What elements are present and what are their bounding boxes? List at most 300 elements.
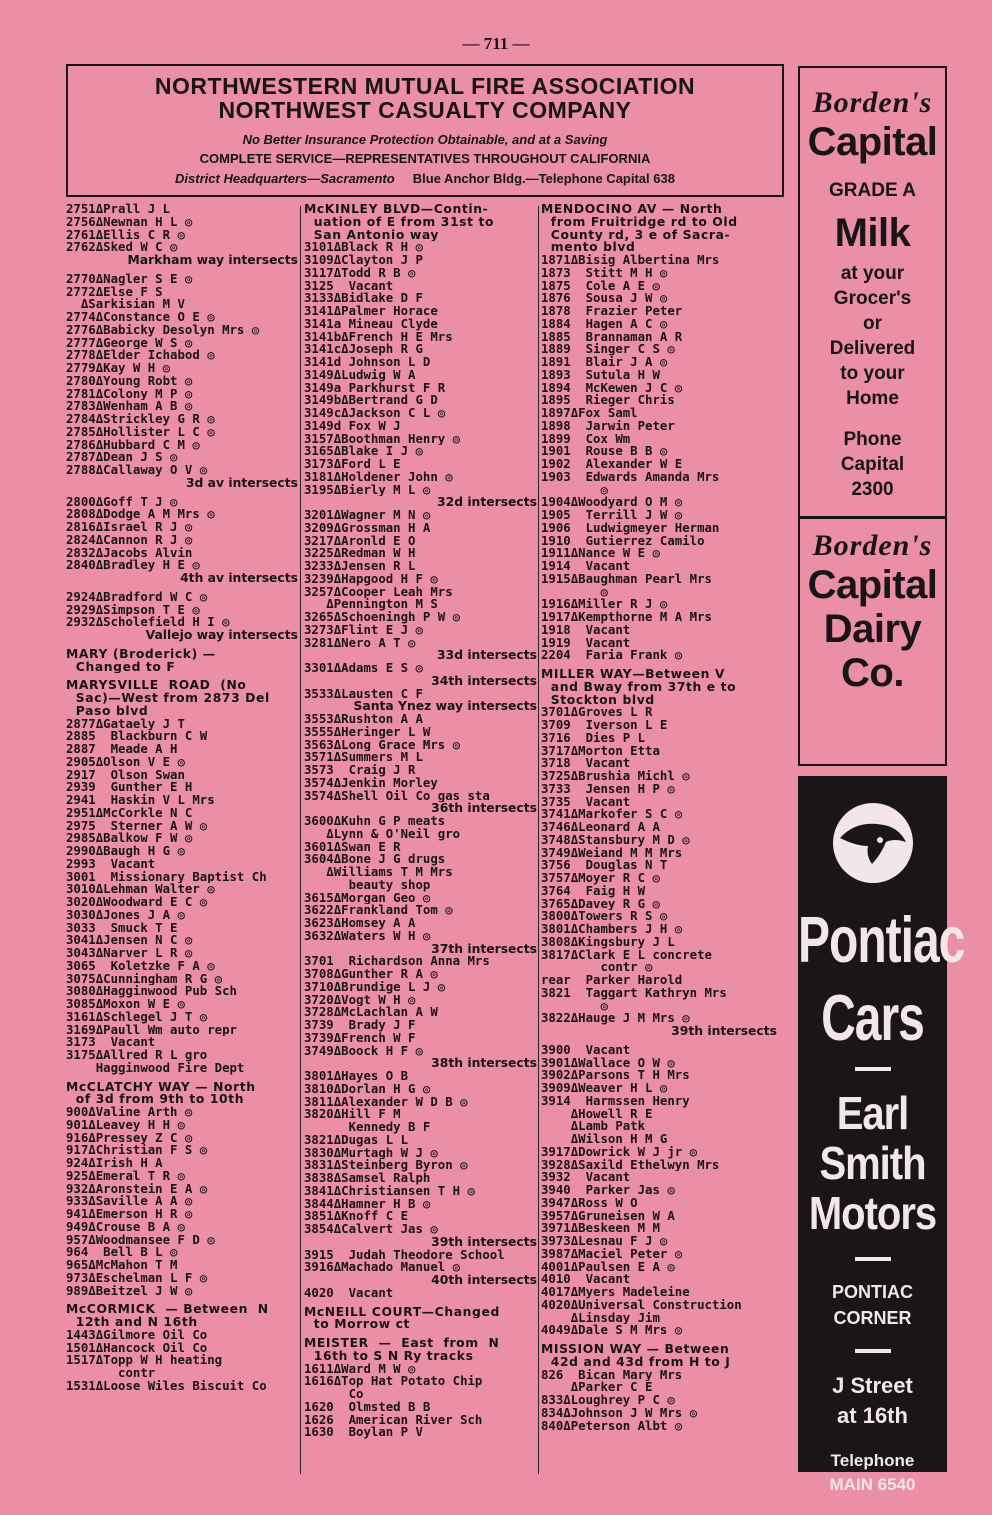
directory-entry: 1616ΔTop Hat Potato Chip (304, 1375, 483, 1388)
directory-entry: 3030ΔJones J A ◎ (66, 908, 185, 922)
directory-entry: ΔPennington M S (304, 598, 438, 611)
directory-entry: 3149cΔJackson C L ◎ (304, 407, 446, 420)
directory-entry: ◎ (541, 999, 608, 1013)
directory-entry: beauty shop (304, 878, 431, 892)
directory-entry: 3239ΔHapgood H F ◎ (304, 572, 438, 586)
cross-street-marker: 37th intersects (431, 942, 537, 956)
directory-entry: 3928ΔSaxild Ethelwyn Mrs (541, 1158, 720, 1172)
pontiac-advertisement (798, 776, 965, 1494)
borden-co: Co. (841, 651, 904, 695)
directory-entry: 3563ΔLong Grace Mrs ◎ (304, 738, 461, 752)
directory-entry: 3701 Richardson Anna Mrs (304, 955, 490, 968)
directory-entry: ◎ (541, 483, 608, 497)
directory-entry: 1889 Singer C S ◎ (541, 343, 675, 356)
directory-entry: 2762ΔSked W C ◎ (66, 241, 178, 254)
borden-line: Delivered (829, 338, 916, 359)
cross-street-marker: Markham way intersects (127, 254, 298, 267)
directory-entry: ΔWilliams T M Mrs (304, 866, 453, 879)
directory-entry: 3932 Vacant (541, 1171, 631, 1184)
directory-entry: 3149bΔBertrand G D (304, 394, 438, 407)
directory-column-1 (66, 203, 298, 1393)
directory-entry: Kennedy B F (304, 1121, 431, 1134)
directory-entry: 1894 McKewen J C ◎ (541, 381, 683, 395)
pontiac-brand: Pontiac (798, 905, 965, 978)
directory-entry: 3764 Faig H W (541, 884, 646, 898)
street-heading: McKINLEY BLVD—Contin- (304, 203, 489, 216)
directory-entry: 2951ΔMcCorkle N C (66, 806, 193, 820)
dealer-corner: PONTIAC (832, 1282, 913, 1302)
directory-entry: 4010 Vacant (541, 1273, 631, 1286)
borden-capital: Capital (807, 120, 938, 164)
directory-column-2 (304, 203, 537, 1439)
directory-entry: 3709 Iverson L E (541, 719, 668, 732)
directory-entry: 3900 Vacant (541, 1043, 631, 1057)
directory-entry: 3149d Fox W J (304, 419, 401, 433)
directory-entry: 2777ΔGeorge W S ◎ (66, 336, 193, 350)
directory-entry: 3810ΔDorlan H G ◎ (304, 1082, 431, 1096)
ad-headquarters (68, 171, 782, 186)
directory-entry: 3987ΔMaciel Peter ◎ (541, 1247, 683, 1261)
page-number: — 711 — (462, 34, 530, 53)
directory-entry: 3201ΔWagner M N ◎ (304, 509, 431, 522)
directory-entry: 4049ΔDale S M Mrs ◎ (541, 1324, 683, 1337)
directory-entry: 3746ΔLeonard A A (541, 821, 660, 834)
directory-entry: 1904ΔWoodyard O M ◎ (541, 496, 683, 509)
directory-entry: 1517ΔTopp W H heating (66, 1354, 223, 1367)
street-heading: McCLATCHY WAY — North (66, 1080, 256, 1094)
cross-street-marker: 4th av intersects (180, 572, 298, 585)
borden-line: Grocer's (833, 288, 912, 309)
directory-entry: 3125 Vacant (304, 279, 394, 293)
street-heading: of 3d from 9th to 10th (66, 1093, 245, 1106)
directory-entry: 1626 American River Sch (304, 1413, 483, 1427)
ad-service: COMPLETE SERVICE—REPRESENTATIVES THROUGHOUT CALIFORNIA (199, 151, 651, 166)
directory-entry: 1917ΔKempthorne M A Mrs (541, 611, 712, 624)
directory-entry: 840ΔPeterson Albt ◎ (541, 1419, 683, 1433)
directory-entry: 3757ΔMoyer R C ◎ (541, 872, 660, 885)
street-heading: Sac)—West from 2873 Del (66, 692, 270, 705)
directory-entry: 2929ΔSimpson T E ◎ (66, 603, 200, 617)
borden-line: Home (846, 388, 899, 409)
street-heading: MISSION WAY — Between (541, 1343, 730, 1356)
directory-entry: 1878 Frazier Peter (541, 305, 683, 318)
street-heading: from Fruitridge rd to Old (541, 215, 738, 229)
directory-entry: 3841ΔChristiansen T H ◎ (304, 1184, 475, 1198)
directory-entry: 3735 Vacant (541, 795, 631, 809)
indian-head-icon (798, 798, 947, 893)
directory-entry: 2786ΔHubbard C M ◎ (66, 438, 200, 452)
directory-entry: contr (66, 1367, 156, 1380)
street-heading: MENDOCINO AV — North (541, 203, 723, 216)
borden-line: to your (840, 363, 905, 384)
directory-entry: 3149a Parkhurst F R (304, 381, 446, 395)
directory-entry: 2770ΔNagler S E ◎ (66, 272, 193, 286)
directory-entry: 1902 Alexander W E (541, 458, 683, 471)
borden-grade: GRADE A (829, 180, 916, 201)
directory-entry: 1885 Brannaman A R (541, 330, 683, 344)
directory-entry: 901ΔLeavey H H ◎ (66, 1118, 185, 1132)
directory-entry: 957ΔWoodmansee F D ◎ (66, 1233, 215, 1247)
borden-brand: Borden's (812, 529, 933, 562)
directory-entry: 3065 Koletzke F A ◎ (66, 959, 215, 973)
street-heading: Paso blvd (66, 704, 149, 718)
directory-entry: 2985ΔBalkow F W ◎ (66, 832, 193, 845)
directory-entry: 3749ΔBoock H F ◎ (304, 1044, 423, 1058)
directory-entry: 1906 Ludwigmeyer Herman (541, 521, 720, 535)
cross-street-marker: 33d intersects (437, 649, 537, 662)
dealer-address: at 16th (837, 1403, 908, 1428)
borden-dairy-advertisement (798, 66, 947, 766)
borden-brand: Borden's (812, 86, 933, 119)
directory-entry: 3973ΔLesnau F J ◎ (541, 1235, 668, 1248)
street-heading: Changed to F (66, 660, 176, 674)
cross-street-marker: Santa Ynez way intersects (353, 700, 537, 713)
directory-entry: 2788ΔCallaway O V ◎ (66, 464, 208, 477)
directory-entry: 3749ΔWeiand M M Mrs (541, 846, 683, 860)
directory-entry: 3157ΔBoothman Henry ◎ (304, 432, 461, 446)
directory-entry: 3555ΔHeringer L W (304, 725, 431, 739)
directory-entry: 3574ΔShell Oil Co gas sta (304, 789, 490, 803)
directory-entry: 834ΔJohnson J W Mrs ◎ (541, 1406, 698, 1420)
directory-entry: ΔLynn & O'Neil gro (304, 827, 461, 841)
directory-entry: 2772ΔElse F S (66, 285, 163, 299)
cross-street-marker: 40th intersects (431, 1274, 537, 1287)
directory-entry: 3801ΔChambers J H ◎ (541, 923, 683, 936)
directory-entry: 3195ΔBierly M L ◎ (304, 483, 431, 497)
directory-entry: 1914 Vacant (541, 560, 631, 573)
directory-entry: 3901ΔWallace O W ◎ (541, 1056, 675, 1070)
directory-entry: 1903 Edwards Amanda Mrs (541, 470, 720, 484)
directory-entry: 3149ΔLudwig W A (304, 368, 416, 382)
directory-entry: 2932ΔScholefield H I ◎ (66, 616, 230, 629)
directory-entry: 3615ΔMorgan Geo ◎ (304, 891, 431, 905)
directory-entry: ΔLamb Patk (541, 1120, 646, 1133)
borden-line: at your (840, 263, 905, 284)
directory-entry: 3915 Judah Theodore School (304, 1248, 505, 1262)
directory-entry: 3739 Brady J F (304, 1019, 416, 1032)
directory-entry: 3957ΔGruneisen W A (541, 1209, 675, 1223)
directory-entry: 3623ΔHomsey A A (304, 917, 416, 930)
directory-entry: 2761ΔEllis C R ◎ (66, 228, 185, 242)
directory-entry: 2905ΔOlson V E ◎ (66, 755, 185, 769)
dealer-name: Earl (836, 1088, 909, 1140)
directory-entry: 2840ΔBradley H E ◎ (66, 559, 200, 572)
directory-entry: 3080ΔHagginwood Pub Sch (66, 985, 237, 998)
street-heading: McCORMICK — Between N (66, 1303, 269, 1316)
directory-entry: 3822ΔHauge J M Mrs ◎ (541, 1012, 690, 1025)
directory-entry: 900ΔValine Arth ◎ (66, 1106, 193, 1119)
directory-entry: 1899 Cox Wm (541, 432, 631, 446)
directory-entry: 3574ΔJenkin Morley (304, 776, 438, 790)
cross-street-marker: 32d intersects (437, 496, 537, 509)
column-divider (538, 206, 539, 1474)
directory-entry: 3075ΔCunningham R G ◎ (66, 972, 223, 986)
pontiac-cars: Cars (821, 983, 924, 1056)
directory-entry: 2778ΔElder Ichabod ◎ (66, 349, 215, 362)
directory-entry: 3947ΔRoss W O (541, 1196, 638, 1210)
directory-entry: 3020ΔWoodward E C ◎ (66, 896, 208, 909)
street-heading: Stockton blvd (541, 693, 655, 707)
directory-entry: 2785ΔHollister L C ◎ (66, 425, 215, 439)
directory-entry: 3708ΔGunther R A ◎ (304, 968, 438, 981)
borden-line: or (863, 313, 882, 334)
cross-street-marker: Vallejo way intersects (145, 629, 298, 642)
directory-entry: 973ΔEschelman L F ◎ (66, 1271, 208, 1285)
dealer-phone-number: MAIN 6540 (829, 1475, 916, 1494)
street-heading: MARYSVILLE ROAD (No (66, 679, 247, 692)
directory-entry: 3169ΔPaull Wm auto repr (66, 1023, 237, 1037)
directory-entry: 3161ΔSchlegel J T ◎ (66, 1010, 208, 1024)
directory-entry: 3109ΔClayton J P (304, 254, 423, 267)
directory-entry: 3225ΔRedman W H (304, 547, 416, 560)
directory-entry: 924ΔIrish H A (66, 1157, 163, 1170)
directory-entry: 3165ΔBlake I J ◎ (304, 445, 423, 458)
dealer-address: J Street (832, 1373, 913, 1398)
directory-entry: 2756ΔNewnan H L ◎ (66, 215, 193, 229)
street-heading: San Antonio way (304, 228, 440, 242)
borden-milk: Milk (834, 211, 911, 255)
directory-entry: 1918 Vacant (541, 623, 631, 637)
directory-entry: 932ΔAronstein E A ◎ (66, 1182, 208, 1196)
directory-entry: 3141ΔPalmer Horace (304, 305, 438, 318)
directory-entry: 1611ΔWard M W ◎ (304, 1362, 416, 1376)
street-heading: and Bway from 37th e to (541, 680, 737, 694)
directory-entry: 3273ΔFlint E J ◎ (304, 623, 423, 637)
ad-company-2: NORTHWEST CASUALTY COMPANY (218, 97, 632, 123)
directory-entry: 3720ΔVogt W H ◎ (304, 993, 416, 1007)
column-divider (300, 206, 301, 1474)
directory-entry: 3141bΔFrench H E Mrs (304, 330, 453, 344)
directory-entry: 2808ΔDodge A M Mrs ◎ (66, 508, 215, 521)
dealer-name: Smith (819, 1138, 926, 1190)
directory-entry: 2784ΔStrickley G R ◎ (66, 413, 215, 426)
directory-entry: 3043ΔNarver L R ◎ (66, 947, 193, 960)
directory-entry: 2774ΔConstance O E ◎ (66, 311, 215, 324)
directory-entry: 1905 Terrill J W ◎ (541, 509, 683, 522)
directory-entry: 3553ΔRushton A A (304, 713, 423, 726)
cross-street-marker: 39th intersects (671, 1025, 777, 1038)
directory-entry: 2975 Sterner A W ◎ (66, 819, 208, 833)
directory-entry: 2993 Vacant (66, 857, 156, 871)
directory-entry: 2941 Haskin V L Mrs (66, 794, 215, 807)
dealer-phone-label: Telephone (830, 1451, 915, 1470)
directory-entry: 3141a Mineau Clyde (304, 317, 438, 331)
directory-entry: 916ΔPressey Z C ◎ (66, 1131, 193, 1145)
directory-entry: 3117ΔTodd R B ◎ (304, 266, 416, 280)
directory-entry: 3718 Vacant (541, 757, 631, 770)
directory-entry: 3701ΔGroves L R (541, 706, 653, 719)
directory-entry: 2924ΔBradford W C ◎ (66, 590, 208, 604)
ad-tagline: No Better Insurance Protection Obtainable, and at a Saving (242, 132, 608, 147)
directory-entry: 2887 Meade A H (66, 743, 178, 756)
street-heading: MILLER WAY—Between V (541, 668, 726, 681)
cross-street-marker: 34th intersects (431, 674, 537, 688)
directory-entry: 3821 Taggart Kathryn Mrs (541, 986, 727, 1000)
street-heading: MARY (Broderick) — (66, 647, 216, 661)
directory-column-3 (541, 203, 777, 1432)
directory-entry: 3830ΔMurtagh W J ◎ (304, 1146, 438, 1160)
street-heading: 42d and 43d from H to J (541, 1355, 731, 1369)
directory-entry: 3001 Missionary Baptist Ch (66, 870, 267, 884)
directory-entry: 3756 Douglas N T (541, 859, 668, 872)
directory-entry: 3209ΔGrossman H A (304, 521, 431, 535)
directory-entry: 3604ΔBone J G drugs (304, 853, 446, 866)
directory-entry: 1630 Boylan P V (304, 1426, 423, 1439)
directory-entry: 2824ΔCannon R J ◎ (66, 533, 193, 547)
directory-entry: 3533ΔLausten C F (304, 687, 423, 701)
directory-entry: 917ΔChristian F S ◎ (66, 1144, 208, 1157)
directory-entry: 3765ΔDavey R G ◎ (541, 897, 660, 911)
directory-entry: 3817ΔClark E L concrete (541, 948, 712, 962)
directory-entry: 833ΔLoughrey P C ◎ (541, 1394, 675, 1407)
directory-entry: 3914 Harmssen Henry (541, 1094, 690, 1108)
dealer-name: Motors (808, 1188, 937, 1240)
pontiac-divider (855, 1067, 891, 1071)
directory-entry: 3909ΔWeaver H L ◎ (541, 1082, 668, 1095)
directory-entry: 3940 Parker Jas ◎ (541, 1184, 675, 1197)
directory-entry: 1891 Blair J A ◎ (541, 356, 668, 369)
pontiac-divider (855, 1257, 891, 1261)
directory-entry: 1916ΔMiller R J ◎ (541, 598, 668, 611)
directory-entry: 2917 Olson Swan (66, 768, 185, 782)
street-heading: 16th to S N Ry tracks (304, 1349, 474, 1363)
directory-entry: 3217ΔAronld E O (304, 534, 416, 548)
street-heading: McNEILL COURT—Changed (304, 1305, 500, 1319)
directory-entry: ΔWilson H M G (541, 1133, 668, 1146)
directory-entry: 3175ΔAllred R L gro (66, 1049, 208, 1062)
directory-entry: ◎ (541, 585, 608, 599)
directory-entry: 3010ΔLehman Walter ◎ (66, 883, 215, 896)
cross-street-marker: 39th intersects (431, 1235, 537, 1249)
directory-entry: 3600ΔKuhn G P meats (304, 815, 446, 828)
directory-entry: 3808ΔKingsbury J L (541, 935, 675, 949)
directory-entry: ΔParker C E (541, 1381, 653, 1394)
directory-entry: 3916ΔMachado Manuel ◎ (304, 1261, 461, 1274)
directory-entry: 3851ΔKnoff C E (304, 1210, 409, 1223)
directory-entry: 925ΔEmeral T R ◎ (66, 1169, 185, 1183)
directory-entry: 2800ΔGoff T J ◎ (66, 495, 178, 509)
directory-entry: 3971ΔBeskeen M M (541, 1222, 660, 1235)
directory-entry: 3573 Craig J R (304, 764, 416, 777)
directory-entry: Co (304, 1388, 364, 1401)
directory-entry: 4020ΔUniversal Construction (541, 1298, 742, 1312)
directory-entry: 4017ΔMyers Madeleine (541, 1286, 690, 1299)
directory-entry: 1897ΔFox Saml (541, 407, 638, 420)
ad-hq-right: Blue Anchor Bldg.—Telephone Capital 638 (412, 171, 675, 186)
directory-entry: 2885 Blackburn C W (66, 730, 208, 743)
directory-entry: 2787ΔDean J S ◎ (66, 451, 178, 464)
ad-hq-left: District Headquarters—Sacramento (175, 171, 395, 186)
directory-entry: 3632ΔWaters W H ◎ (304, 929, 431, 943)
borden-divider (800, 516, 945, 519)
directory-entry: 3173ΔFord L E (304, 458, 401, 471)
directory-entry: 1919 Vacant (541, 636, 631, 650)
directory-entry: 3821ΔDugas L L (304, 1133, 409, 1147)
directory-entry: 1875 Cole A E ◎ (541, 279, 660, 293)
directory-entry: 3033 Smuck T E (66, 921, 178, 935)
directory-entry: 3257ΔCooper Leah Mrs (304, 585, 453, 599)
street-heading: uation of E from 31st to (304, 215, 495, 229)
directory-entry: 2877ΔGataely J T (66, 717, 185, 731)
directory-entry: 3601ΔSwan E R (304, 840, 401, 854)
directory-entry: 3281ΔNero A T ◎ (304, 636, 416, 650)
directory-entry: 3716 Dies P L (541, 731, 646, 745)
directory-entry: ΔSarkisian M V (66, 298, 185, 311)
borden-capital: Capital (807, 563, 938, 607)
directory-entry: 1873 Stitt M H ◎ (541, 266, 668, 280)
directory-entry: 1901 Rouse B B ◎ (541, 445, 668, 458)
directory-entry: 1898 Jarwin Peter (541, 419, 675, 433)
directory-entry: 3838ΔSamsel Ralph (304, 1172, 431, 1185)
directory-entry: 3041ΔJensen N C ◎ (66, 934, 193, 947)
directory-entry: 965ΔMcMahon T M (66, 1259, 178, 1272)
directory-entry: contr ◎ (541, 961, 653, 974)
directory-entry: 1501ΔHancock Oil Co (66, 1341, 208, 1355)
directory-entry: 3717ΔMorton Etta (541, 744, 660, 758)
borden-dairy: Dairy (823, 607, 922, 651)
directory-entry: 1871ΔBisig Albertina Mrs (541, 254, 720, 267)
directory-entry: 3902ΔParsons T H Mrs (541, 1069, 690, 1082)
directory-entry: 3741ΔMarkofer S C ◎ (541, 808, 683, 821)
street-heading: 12th and N 16th (66, 1316, 198, 1329)
directory-entry: 3233ΔJensen R L (304, 560, 416, 573)
borden-phone-number: 2300 (851, 479, 894, 500)
directory-entry: 3085ΔMoxon W E ◎ (66, 998, 185, 1011)
street-heading: mento blvd (541, 241, 636, 254)
directory-entry: 933ΔSaville A A ◎ (66, 1195, 193, 1208)
directory-entry: 2776ΔBabicky Desolyn Mrs ◎ (66, 323, 260, 337)
directory-entry: 1620 Olmsted B B (304, 1400, 431, 1414)
street-heading: to Morrow ct (304, 1318, 411, 1331)
ad-company-1: NORTHWESTERN MUTUAL FIRE ASSOCIATION (154, 73, 696, 99)
directory-entry: 4020 Vacant (304, 1286, 394, 1300)
directory-entry: 941ΔEmerson H R ◎ (66, 1208, 193, 1221)
directory-entry: 3101ΔBlack R H ◎ (304, 241, 423, 254)
directory-entry: 1443ΔGilmore Oil Co (66, 1328, 208, 1342)
directory-entry: 3844ΔHamner H B ◎ (304, 1197, 431, 1211)
directory-entry: 3748ΔStansbury M D ◎ (541, 833, 690, 847)
directory-entry: 964 Bell B L ◎ (66, 1246, 178, 1259)
directory-entry: 1893 Sutula H W (541, 368, 660, 382)
directory-entry: 3739ΔFrench W F (304, 1031, 416, 1045)
directory-entry: ΔLinsday Jim (541, 1311, 660, 1325)
directory-entry: 3917ΔDowrick W J jr ◎ (541, 1145, 698, 1159)
directory-entry: 3133ΔBidlake D F (304, 292, 423, 305)
directory-entry: 1531ΔLoose Wiles Biscuit Co (66, 1379, 267, 1393)
directory-entry: 3820ΔHill F M (304, 1108, 401, 1121)
directory-entry: 1911ΔNance W E ◎ (541, 547, 660, 560)
directory-entry: 2990ΔBaugh H G ◎ (66, 845, 185, 858)
directory-entry: 3800ΔTowers R S ◎ (541, 910, 668, 923)
directory-entry: 3265ΔSchoeningh P W ◎ (304, 611, 461, 624)
directory-entry: rear Parker Harold (541, 974, 683, 987)
directory-entry: 2780ΔYoung Robt ◎ (66, 374, 193, 388)
directory-entry: 2783ΔWenham A B ◎ (66, 400, 193, 413)
directory-entry: Hagginwood Fire Dept (66, 1061, 245, 1075)
directory-entry: 2816ΔIsrael R J ◎ (66, 521, 193, 534)
directory-entry: 826 Bican Mary Mrs (541, 1368, 683, 1382)
street-heading: MEISTER — East from N (304, 1337, 500, 1350)
directory-entry: ΔHowell R E (541, 1107, 653, 1121)
directory-entry: 3733 Jensen H P ◎ (541, 782, 675, 796)
insurance-advertisement (66, 64, 784, 197)
directory-entry: 3710ΔBrundige L J ◎ (304, 980, 446, 994)
street-heading: County rd, 3 e of Sacra- (541, 228, 731, 242)
pontiac-divider (855, 1349, 891, 1353)
cross-street-marker: 38th intersects (431, 1057, 537, 1070)
cross-street-marker: 36th intersects (431, 802, 537, 815)
directory-entry: 3141cΔJoseph R G (304, 343, 423, 356)
